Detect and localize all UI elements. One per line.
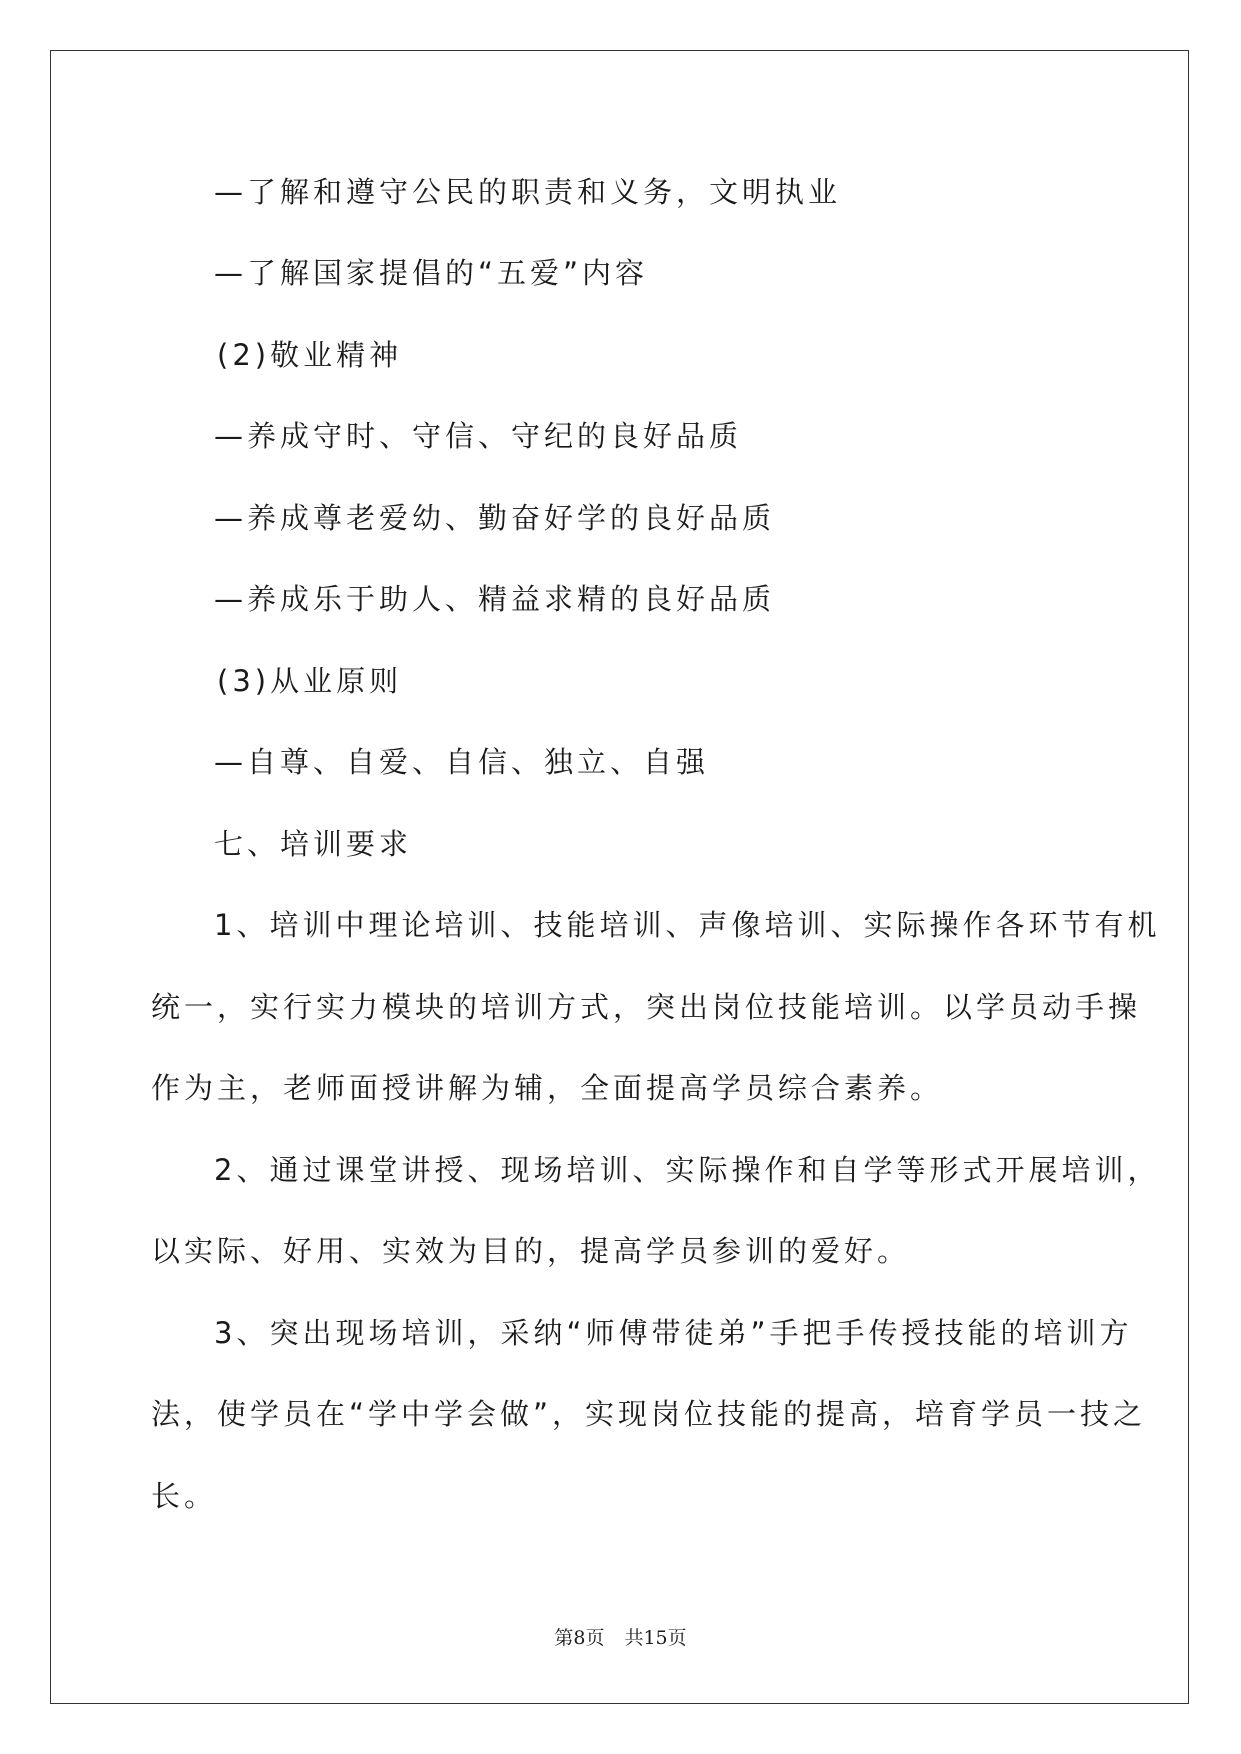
text-line: —自尊、自爱、自信、独立、自强 [214,745,710,779]
page-footer [0,1626,1241,1650]
text-line: —养成乐于助人、精益求精的良好品质 [214,582,776,616]
section-heading: (2)敬业精神 [217,338,403,372]
paragraph-line: 作为主，老师面授讲解为辅，全面提高学员综合素养。 [151,1071,944,1105]
paragraph-line: 1、培训中理论培训、技能培训、声像培训、实际操作各环节有机 [214,908,1161,942]
paragraph-line: 法，使学员在“学中学会做”，实现岗位技能的提高，培育学员一技之 [151,1397,1147,1431]
text-line: —了解国家提倡的“五爱”内容 [214,256,649,290]
page-border [50,50,1189,1704]
section-heading: (3)从业原则 [217,664,403,698]
paragraph-line: 以实际、好用、实效为目的，提高学员参训的爱好。 [151,1234,911,1268]
paragraph-line: 长。 [151,1479,218,1513]
section-heading: 七、培训要求 [214,827,413,861]
paragraph-line: 3、突出现场培训，采纳“师傅带徒弟”手把手传授技能的培训方 [214,1316,1133,1350]
page-number: 第8页 [554,1627,605,1649]
text-line: —养成守时、守信、守纪的良好品质 [214,419,743,453]
text-line: —了解和遵守公民的职责和义务，文明执业 [214,175,842,209]
page-total: 共15页 [624,1627,687,1649]
paragraph-line: 统一，实行实力模块的培训方式，突出岗位技能培训。以学员动手操 [151,990,1142,1024]
paragraph-line: 2、通过课堂讲授、现场培训、实际操作和自学等形式开展培训， [214,1153,1161,1187]
text-line: —养成尊老爱幼、勤奋好学的良好品质 [214,501,776,535]
